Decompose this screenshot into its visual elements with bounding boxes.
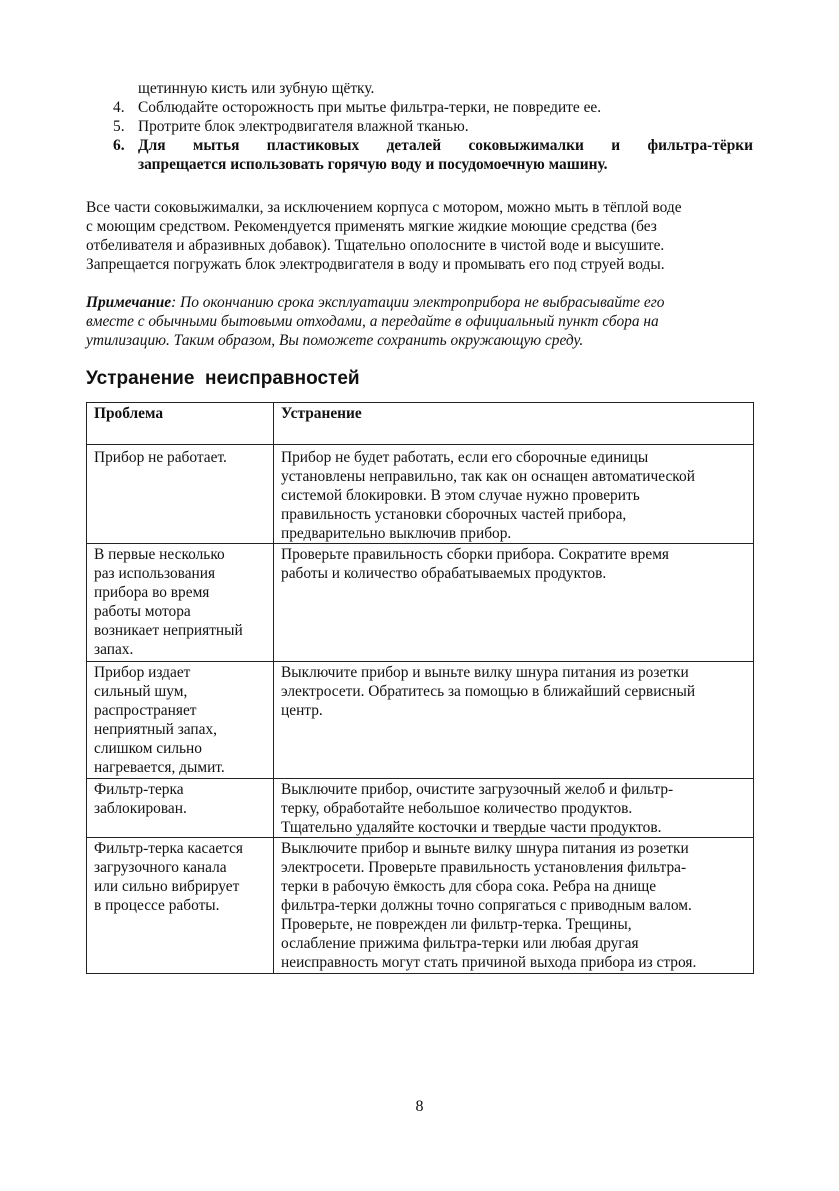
note-line-2: вместе с обычными бытовыми отходами, а передайте в официальный пункт сбора на	[86, 313, 659, 330]
solution-cell	[274, 838, 754, 974]
cell-line: Прибор не будет работать, если его сборочные единицы	[281, 449, 649, 466]
word: фильтра-тёрки	[647, 137, 753, 154]
word: мытья	[192, 137, 240, 154]
cell-line: в процессе работы.	[94, 897, 220, 914]
cell-line: предварительно выключив прибор.	[281, 525, 512, 542]
cell-line: Прибор не работает.	[94, 449, 227, 466]
cell-line: сильный шум,	[94, 683, 188, 700]
word: соковыжималки	[468, 137, 584, 154]
cell-line: системой блокировки. В этом случае нужно проверить	[281, 487, 640, 504]
cell-line: электросети. Проверьте правильность установления фильтра-	[281, 859, 687, 876]
disposal-note	[86, 293, 664, 350]
cell-line: запах.	[94, 641, 134, 658]
problem-cell	[87, 544, 274, 662]
solution-cell	[274, 544, 754, 662]
list-item-4	[113, 98, 601, 117]
cell-line: Выключите прибор, очистите загрузочный желоб и фильтр-	[281, 781, 674, 798]
table-row	[87, 779, 754, 838]
paragraph-line: с моющим средством. Рекомендуется применять мягкие жидкие моющие средства (без	[86, 218, 657, 235]
note-line-1	[86, 293, 664, 312]
word: и	[611, 137, 621, 154]
cell-line: нагревается, дымит.	[94, 759, 225, 776]
cell-line: центр.	[281, 702, 323, 719]
warning-line-2: запрещается использовать горячую воду и посудомоечную машину.	[138, 156, 608, 173]
cell-line: В первые несколько	[94, 546, 225, 563]
cell-line: Проверьте, не поврежден ли фильтр-терка. Трещины,	[281, 916, 632, 933]
note-label: Примечание	[86, 294, 172, 311]
table-header-row	[87, 403, 754, 445]
cell-line: неприятный запах,	[94, 721, 218, 738]
header-solution: Устранение	[274, 403, 754, 445]
list-item-6-warning	[113, 136, 753, 174]
cell-line: фильтра-терки должны точно сопрягаться с приводным валом.	[281, 897, 692, 914]
word: пластиковых	[266, 137, 360, 154]
solution-cell	[274, 445, 754, 544]
list-item-number: 4.	[113, 99, 125, 116]
word: Для	[138, 137, 166, 154]
cell-line: правильность установки сборочных частей прибора,	[281, 506, 627, 523]
table-row	[87, 445, 754, 544]
problem-cell	[87, 779, 274, 838]
note-line-3: утилизацию. Таким образом, Вы поможете сохранить окружающую среду.	[86, 332, 584, 349]
troubleshooting-table	[86, 402, 754, 974]
cleaning-paragraph	[86, 198, 766, 274]
solution-cell	[274, 662, 754, 779]
header-problem: Проблема	[87, 403, 274, 445]
problem-cell	[87, 662, 274, 779]
cell-line: загрузочного канала	[94, 859, 227, 876]
cell-line: Фильтр-терка касается	[94, 840, 243, 857]
list-item-number: 6.	[113, 137, 125, 154]
cell-line: прибора во время	[94, 584, 210, 601]
list-continuation-text: щетинную кисть или зубную щётку.	[138, 80, 375, 97]
cell-line: работы мотора	[94, 603, 191, 620]
page-number: 8	[415, 1098, 424, 1115]
cell-line: установлены неправильно, так как он оснащен автоматической	[281, 468, 695, 485]
cell-line: слишком сильно	[94, 740, 202, 757]
solution-cell	[274, 779, 754, 838]
cell-line: Тщательно удаляйте косточки и твердые части продуктов.	[281, 819, 662, 836]
cell-line: ослабление прижима фильтра-терки или любая другая	[281, 935, 639, 952]
table-row	[87, 662, 754, 779]
table-row	[87, 838, 754, 974]
table-row	[87, 544, 754, 662]
cell-line: или сильно вибрирует	[94, 878, 240, 895]
paragraph-line: Запрещается погружать блок электродвигателя в воду и промывать его под струей воды.	[86, 256, 665, 273]
cell-line: Прибор издает	[94, 664, 191, 681]
cell-line: распространяет	[94, 702, 197, 719]
cell-line: работы и количество обрабатываемых продуктов.	[281, 565, 607, 582]
cell-line: электросети. Обратитесь за помощью в ближайший сервисный	[281, 683, 696, 700]
paragraph-line: Все части соковыжималки, за исключением корпуса с мотором, можно мыть в тёплой воде	[86, 199, 682, 216]
paragraph-line: отбеливателя и абразивных добавок). Тщательно ополосните в чистой воде и высушите.	[86, 237, 665, 254]
word: деталей	[386, 137, 442, 154]
section-heading: Устранение неисправностей	[86, 368, 360, 389]
note-text: : По окончанию срока эксплуатации электроприбора не выбрасывайте его	[171, 294, 665, 311]
cell-line: заблокирован.	[94, 800, 187, 817]
problem-cell	[87, 445, 274, 544]
list-item-number: 5.	[113, 118, 125, 135]
cell-line: терки в рабочую ёмкость для сбора сока. Ребра на днище	[281, 878, 657, 895]
cell-line: раз использования	[94, 565, 216, 582]
cell-line: Выключите прибор и выньте вилку шнура питания из розетки	[281, 664, 689, 681]
warning-line-1	[138, 136, 753, 155]
problem-cell	[87, 838, 274, 974]
cell-line: Выключите прибор и выньте вилку шнура питания из розетки	[281, 840, 689, 857]
list-item-text: Протрите блок электродвигателя влажной тканью.	[138, 118, 469, 135]
cell-line: неисправность могут стать причиной выхода прибора из строя.	[281, 954, 697, 971]
cell-line: Фильтр-терка	[94, 781, 184, 798]
list-item-text: Соблюдайте осторожность при мытье фильтра-терки, не повредите ее.	[138, 99, 602, 116]
cell-line: Проверьте правильность сборки прибора. Сократите время	[281, 546, 670, 563]
list-item-5	[113, 117, 469, 136]
cell-line: терку, обработайте небольшое количество продуктов.	[281, 800, 633, 817]
cell-line: возникает неприятный	[94, 622, 243, 639]
